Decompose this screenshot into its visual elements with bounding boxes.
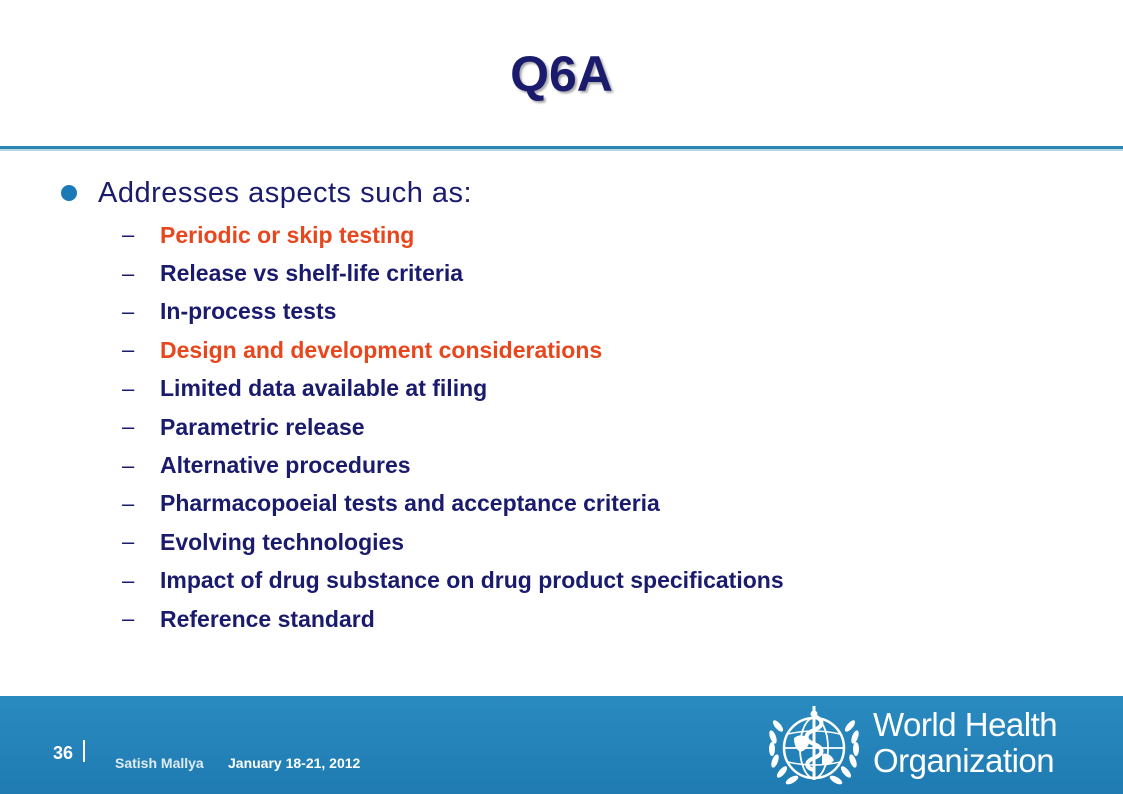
dash-icon: – <box>122 490 135 516</box>
sub-bullet-item <box>118 293 784 331</box>
who-name-line2: Organization <box>873 742 1055 779</box>
sub-bullet-text: Design and development considerations <box>160 336 603 363</box>
main-bullet <box>61 173 472 213</box>
who-name-line1: World Health <box>873 706 1058 743</box>
sub-bullet-item <box>118 216 784 254</box>
presentation-date: January 18-21, 2012 <box>228 755 361 771</box>
sub-bullet-text: Evolving technologies <box>160 528 405 555</box>
sub-bullet-item <box>118 600 784 638</box>
sub-bullet-item <box>118 408 784 446</box>
dash-icon: – <box>122 452 135 478</box>
sub-bullet-item <box>118 254 784 292</box>
dash-icon: – <box>122 529 135 555</box>
footer-bar <box>0 696 1123 794</box>
page-number: 36 <box>53 743 74 763</box>
bullet-dot-icon <box>61 185 77 201</box>
dash-icon: – <box>122 298 135 324</box>
sub-bullet-text: In-process tests <box>160 298 337 325</box>
sub-bullet-item <box>118 485 784 523</box>
sub-bullet-text: Alternative procedures <box>160 452 411 479</box>
sub-bullet-item <box>118 562 784 600</box>
dash-icon: – <box>122 222 135 248</box>
sub-bullet-text: Limited data available at filing <box>160 375 488 402</box>
presenter-name: Satish Mallya <box>115 755 204 771</box>
who-wordmark <box>873 707 1057 779</box>
sub-bullet-text: Parametric release <box>160 413 365 440</box>
sub-bullet-text: Release vs shelf-life criteria <box>160 260 463 287</box>
dash-icon: – <box>122 260 135 286</box>
dash-icon: – <box>122 337 135 363</box>
sub-bullet-list <box>118 216 784 638</box>
sub-bullet-text: Pharmacopoeial tests and acceptance criteria <box>160 490 660 517</box>
slide-title: Q6A <box>510 46 613 102</box>
sub-bullet-text: Periodic or skip testing <box>160 221 415 248</box>
sub-bullet-text: Reference standard <box>160 605 375 632</box>
sub-bullet-item <box>118 446 784 484</box>
title-divider-shadow <box>0 149 1123 151</box>
dash-icon: – <box>122 606 135 632</box>
sub-bullet-text: Impact of drug substance on drug product specifications <box>160 567 784 594</box>
sub-bullet-item <box>118 370 784 408</box>
main-bullet-text: Addresses aspects such as: <box>98 176 473 209</box>
page-number-divider <box>83 740 85 762</box>
who-emblem-icon <box>764 702 864 790</box>
dash-icon: – <box>122 567 135 593</box>
dash-icon: – <box>122 375 135 401</box>
sub-bullet-item <box>118 523 784 561</box>
dash-icon: – <box>122 414 135 440</box>
sub-bullet-item <box>118 331 784 369</box>
